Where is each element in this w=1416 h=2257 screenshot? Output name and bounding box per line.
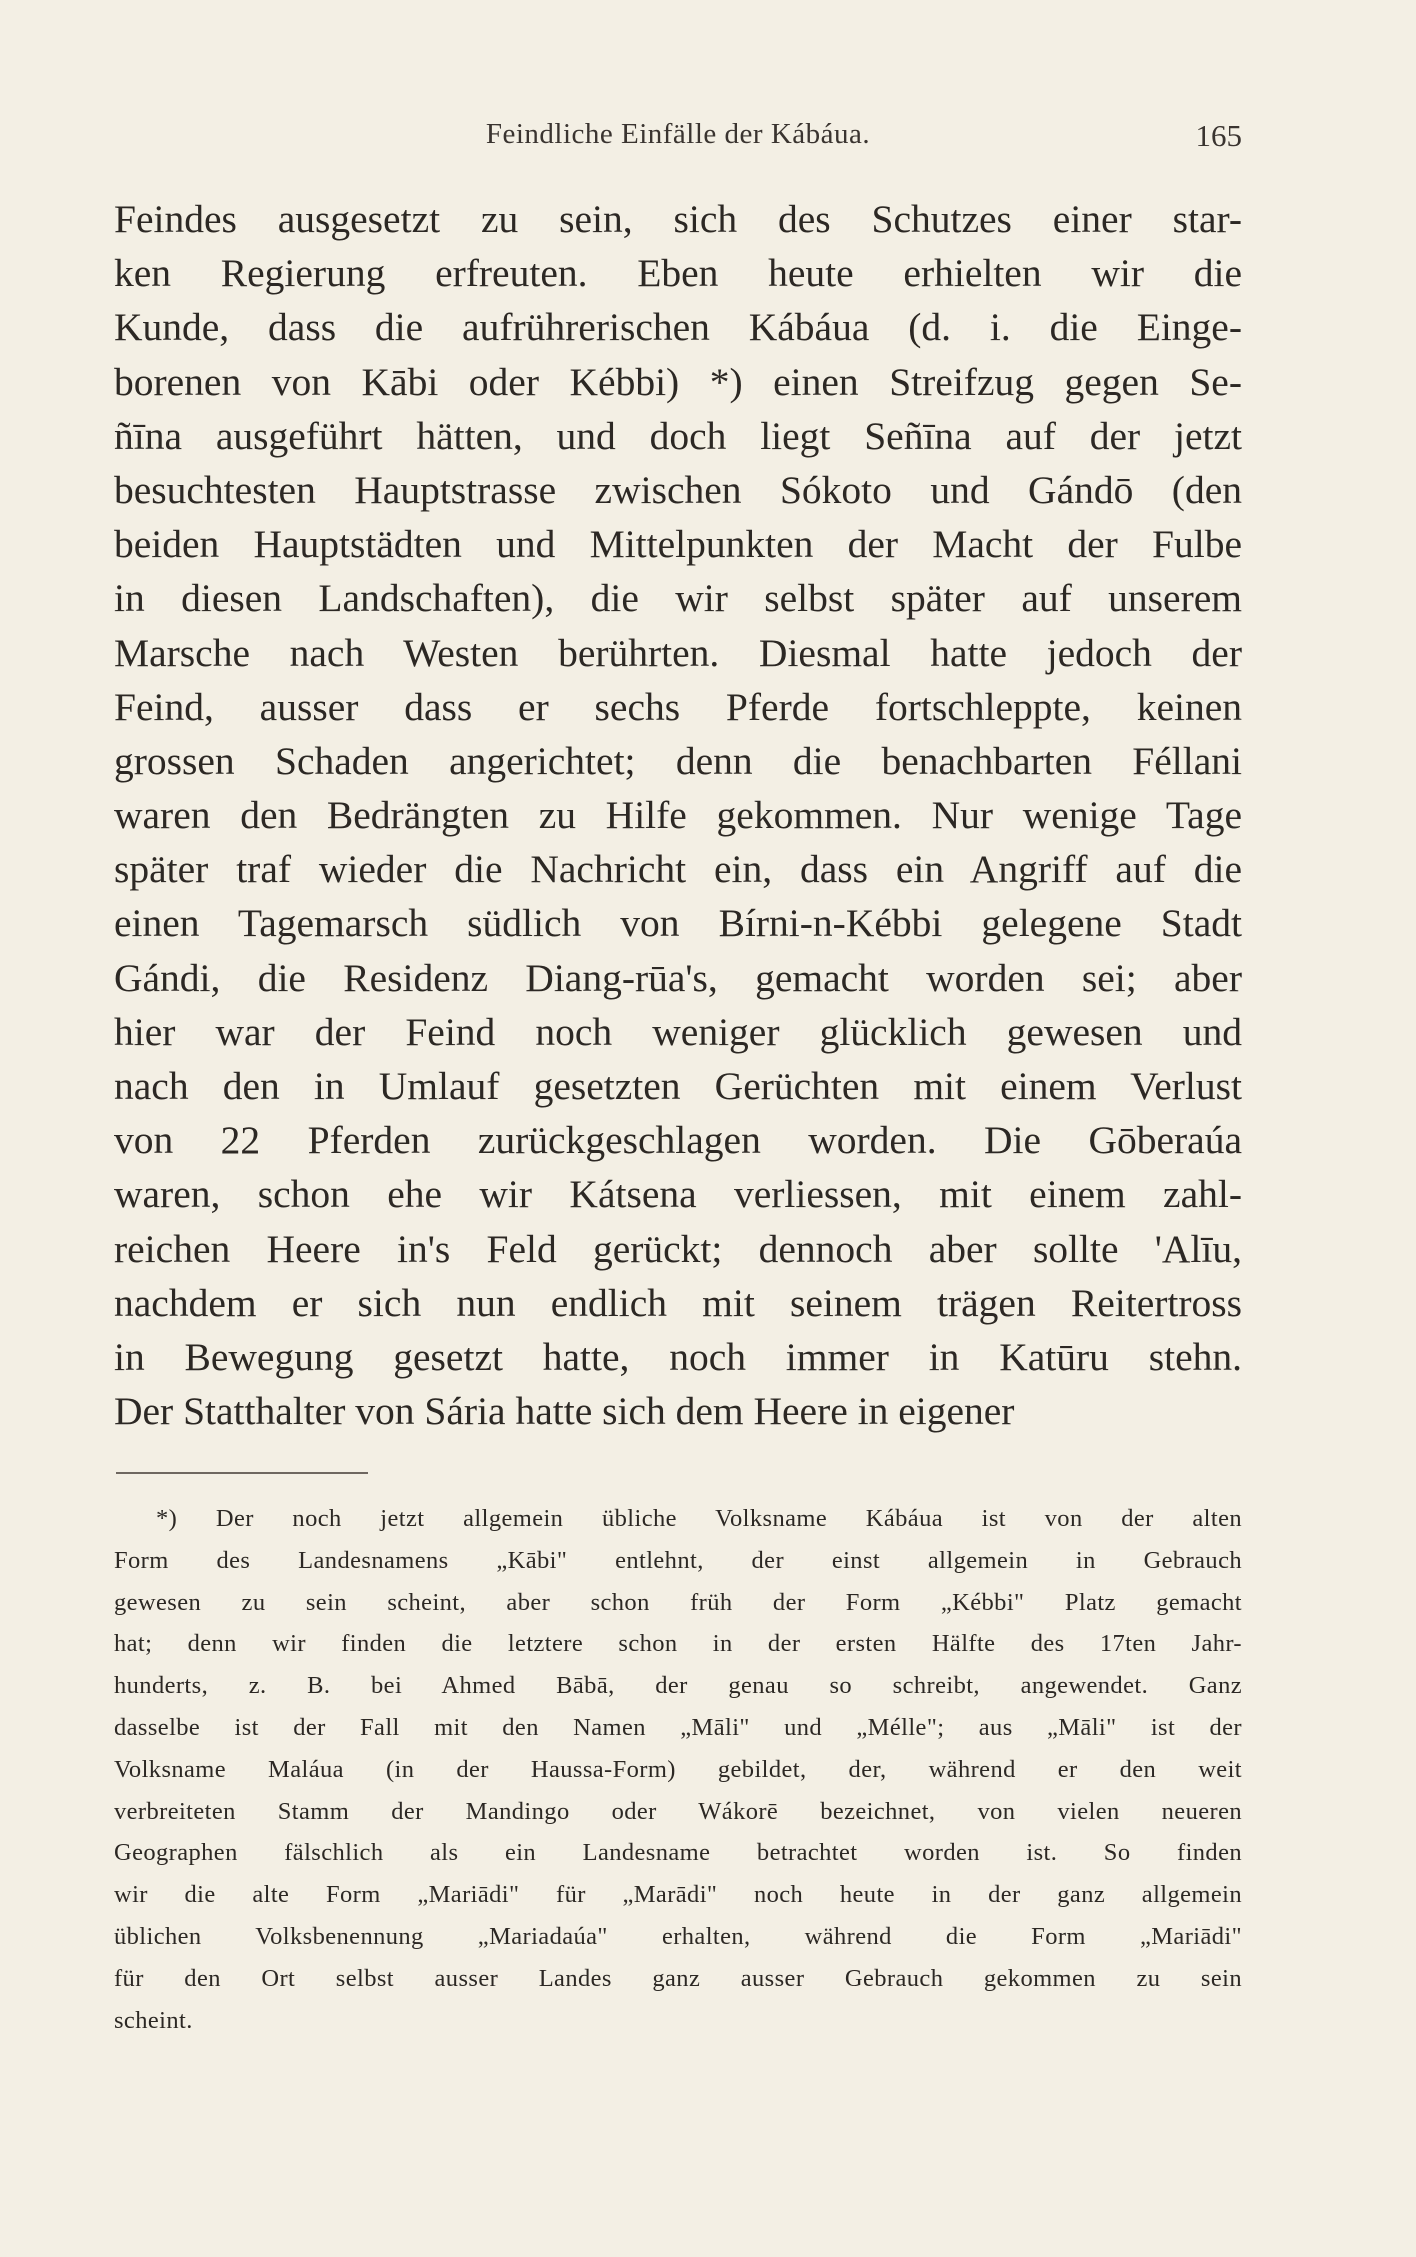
body-line: in Bewegung gesetzt hatte, noch immer in Katūru stehn.: [114, 1334, 1242, 1379]
body-line: hier war der Feind noch weniger glücklich gewesen und: [114, 1009, 1242, 1054]
footnote-line: hunderts, z. B. bei Ahmed Bābā, der genau so schreibt, angewendet. Ganz: [114, 1672, 1242, 1700]
footnote-line: verbreiteten Stamm der Mandingo oder Wákorē bezeichnet, von vielen neueren: [114, 1797, 1242, 1825]
body-line: waren, schon ehe wir Kátsena verliessen, mit einem zahl-: [114, 1172, 1242, 1217]
body-line: Kunde, dass die aufrührerischen Kábáua (d. i. die Einge-: [114, 305, 1242, 350]
body-line: besuchtesten Hauptstrasse zwischen Sókoto und Gándō (den: [114, 467, 1242, 512]
body-text: [114, 192, 1242, 1438]
footnote-divider: [116, 1472, 368, 1474]
body-line: borenen von Kābi oder Kébbi) *) einen Streifzug gegen Se-: [114, 359, 1242, 404]
running-head: [114, 118, 1242, 158]
body-line: später traf wieder die Nachricht ein, dass ein Angriff auf die: [114, 847, 1242, 892]
page-number: 165: [1195, 118, 1242, 153]
footnote-line: Volksname Maláua (in der Haussa-Form) gebildet, der, während er den weit: [114, 1755, 1242, 1783]
body-line: Feindes ausgesetzt zu sein, sich des Schutzes einer star-: [114, 197, 1242, 241]
body-line: grossen Schaden angerichtet; denn die benachbarten Féllani: [114, 738, 1242, 783]
body-line: ñīna ausgeführt hätten, und doch liegt Señīna auf der jetzt: [114, 413, 1242, 458]
footnote-line: für den Ort selbst ausser Landes ganz ausser Gebrauch gekommen zu sein: [114, 1964, 1242, 1992]
body-line: nachdem er sich nun endlich mit seinem trägen Reitertross: [114, 1280, 1242, 1325]
body-line: Marsche nach Westen berührten. Diesmal hatte jedoch der: [114, 630, 1242, 675]
footnote-line: *) Der noch jetzt allgemein übliche Volksname Kábáua ist von der alten: [156, 1505, 1242, 1532]
body-line: Feind, ausser dass er sechs Pferde fortschleppte, keinen: [114, 684, 1242, 729]
footnote-line: Form des Landesnamens „Kābi" entlehnt, der einst allgemein in Gebrauch: [114, 1546, 1242, 1574]
running-title: Feindliche Einfälle der Kábáua.: [485, 118, 871, 150]
body-line: in diesen Landschaften), die wir selbst später auf unserem: [114, 576, 1242, 621]
body-line: von 22 Pferden zurückgeschlagen worden. Die Gōberaúa: [114, 1118, 1242, 1163]
body-line: beiden Hauptstädten und Mittelpunkten der Macht der Fulbe: [114, 522, 1242, 567]
footnote: [114, 1498, 1242, 2041]
footnote-line: dasselbe ist der Fall mit den Namen „Māli" und „Mélle"; aus „Māli" ist der: [114, 1713, 1242, 1741]
footnote-line: gewesen zu sein scheint, aber schon früh der Form „Kébbi" Platz gemacht: [114, 1588, 1242, 1616]
footnote-line: wir die alte Form „Mariādi" für „Marādi" noch heute in der ganz allgemein: [114, 1881, 1242, 1909]
footnote-line: hat; denn wir finden die letztere schon in der ersten Hälfte des 17ten Jahr-: [114, 1630, 1242, 1658]
body-line: Der Statthalter von Sária hatte sich dem Heere in eigener: [114, 1389, 1015, 1434]
body-line: Gándi, die Residenz Diang-rūa's, gemacht worden sei; aber: [114, 955, 1242, 1000]
body-line: waren den Bedrängten zu Hilfe gekommen. Nur wenige Tage: [114, 793, 1242, 838]
body-line: ken Regierung erfreuten. Eben heute erhielten wir die: [114, 251, 1242, 296]
body-line: nach den in Umlauf gesetzten Gerüchten mit einem Verlust: [114, 1064, 1242, 1108]
body-line: einen Tagemarsch südlich von Bírni-n-Kébbi gelegene Stadt: [114, 901, 1242, 946]
body-line: reichen Heere in's Feld gerückt; dennoch aber sollte 'Alīu,: [114, 1226, 1242, 1271]
footnote-line: scheint.: [114, 2006, 193, 2034]
footnote-line: üblichen Volksbenennung „Mariadaúa" erhalten, während die Form „Mariādi": [114, 1922, 1242, 1950]
footnote-line: Geographen fälschlich als ein Landesname betrachtet worden ist. So finden: [114, 1839, 1242, 1867]
